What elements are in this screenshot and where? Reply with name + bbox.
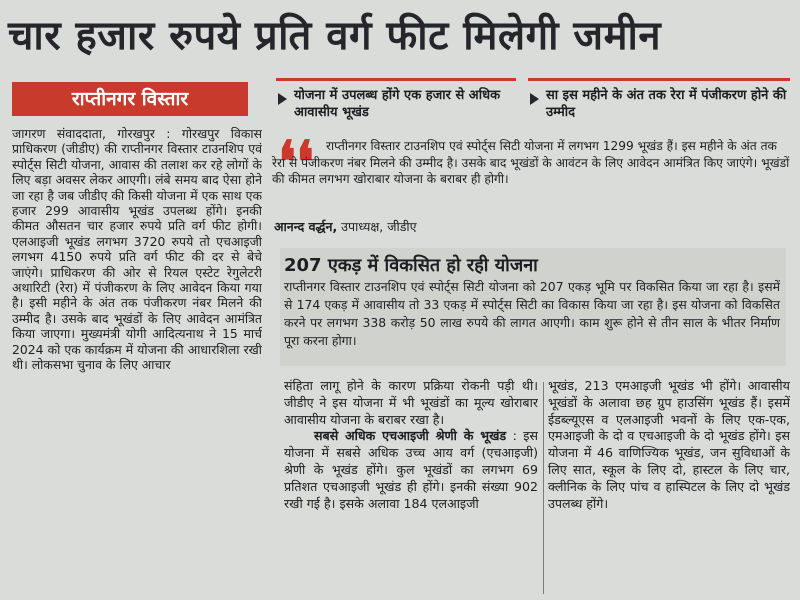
left-column-text: जागरण संवाददाता, गोरखपुर : गोरखपुर विकास प्राधिकरण (जीडीए) की राप्तीनगर विस्तार टाउनशिप एवं स्पोर्ट्स सिटी योजना, आवास की तलाश कर रहे लोगों के लिए बड़ा अवसर लेकर आएगी। लंबे समय बाद ऐसा होने जा रहा है जब जीडीए की किसी योजना में एक साथ एक हजार 299 आवासीय भूखंड उपलब्ध होंगे। इनकी कीमत औसतन चार हजार रुपये प्रति वर्ग फीट होगी। एलआइजी भूखंड लगभग 3720 रुपये तो एचआइजी लगभग 4150 रुपये प्रति वर्ग फीट की दर से बेचे जाएंगे। प्राधिकरण की ओर से रियल एस्टेट रेगुलेटरी अथारिटी (रेरा) में पंजीकरण के लिए आवेदन किया गया है। इसी महीने के अंत तक पंजीकरण नंबर मिलने की उम्मीद है। उसके बाद भूखंडों के लिए आवेदन आमंत्रित किया जाएगा। मुख्यमंत्री योगी आदित्यनाथ ने 15 मार्च 2024 को एक कार्यक्रम में योजना की आधारशिला रखी थी। लोकसभा चुनाव के लिए आचार xyxy=(12,126,262,373)
right-column-text: भूखंड, 213 एमआइजी भूखंड भी होंगे। आवासीय भूखंडों के अलावा छह ग्रुप हाउसिंग भूखंड हैं। इसमें ईडब्ल्यूएस व एलआइजी भवनों के लिए एक-एक, एमआइजी के दो व एचआइजी के दो भूखंड होंगे। इस योजना में 46 वाणिज्यिक भूखंड, जन सुविधाओं के लिए सात, स्कूल के लिए दो, हास्टल के लिए चार, क्लीनिक के लिए पांच व हास्पिटल के लिए दो भूखंड उपलब्ध होंगे। xyxy=(548,378,790,511)
arrow-icon xyxy=(278,93,287,105)
highlight-2 xyxy=(528,78,790,128)
subhead: सबसे अधिक एचआइजी श्रेणी के भूखंड xyxy=(314,428,507,444)
highlight-2-text: सा इस महीने के अंत तक रेरा में पंजीकरण होने की उम्मीद xyxy=(546,88,787,120)
info-box-text: राप्तीनगर विस्तार टाउनशिप एवं स्पोर्ट्स सिटी योजना को 207 एकड़ भूमि पर विकसित किया जा रहा है। इसमें से 174 एकड़ में आवासीय तो 33 एकड़ में स्पोर्ट्स सिटी का विकास किया जा रहा है। इस योजना को विकसित करने पर लगभग 338 करोड़ 50 लाख रुपये की लागत आएगी। काम शुरू होने से तीन साल के भीतर निर्माण पूरा करना होगा। xyxy=(284,279,780,348)
headline: चार हजार रुपये प्रति वर्ग फीट मिलेगी जमीन xyxy=(8,13,662,59)
middle-column-p1: संहिता लागू होने के कारण प्रक्रिया रोकनी पड़ी थी। जीडीए ने इस योजना में भी भूखंडों का मूल्य खोराबार आवासीय योजना के बराबर रखा है। xyxy=(284,378,538,427)
column-divider xyxy=(543,382,544,594)
right-column xyxy=(548,378,790,600)
highlight-1 xyxy=(276,78,516,128)
quote-author-title: उपाध्यक्ष, जीडीए xyxy=(337,219,417,234)
section-tag: राप्तीनगर विस्तार xyxy=(12,82,248,116)
middle-column-p2-text: : इस योजना में सबसे अधिक उच्च आय वर्ग (एचआइजी) श्रेणी के भूखंड होंगे। कुल भूखंडों का लगभग 69 प्रतिशत एचआइजी भूखंड ही होंगे। इनकी संख्या 902 रखी गई है। इसके अलावा 184 एलआइजी xyxy=(284,428,538,511)
arrow-icon xyxy=(530,93,539,105)
highlight-1-text: योजना में उपलब्ध होंगे एक हजार से अधिक आवासीय भूखंड xyxy=(294,88,501,120)
left-column xyxy=(12,126,262,600)
info-box xyxy=(280,248,786,366)
quote-author-name: आनन्द वर्द्धन, xyxy=(274,219,338,234)
middle-column-p2 xyxy=(284,428,538,512)
quote-text: राप्तीनगर विस्तार टाउनशिप एवं स्पोर्ट्स सिटी योजना में लगभग 1299 भूखंड हैं। इस महीने के अंत तक रेरा से पंजीकरण नंबर मिलने की उम्मीद है। उसके बाद भूखंडों के आवंटन के लिए आवेदन आमंत्रित किए जाएंगे। भूखंडों की कीमत लगभग खोराबार योजना के बराबर ही होगी। xyxy=(272,139,790,186)
info-box-title: 207 एकड़ में विकसित हो रही योजना xyxy=(284,255,538,276)
quote-author xyxy=(274,218,417,235)
quote-mark-icon: ❛❛ xyxy=(278,129,315,195)
middle-column xyxy=(284,378,538,600)
quote-box xyxy=(272,129,792,234)
